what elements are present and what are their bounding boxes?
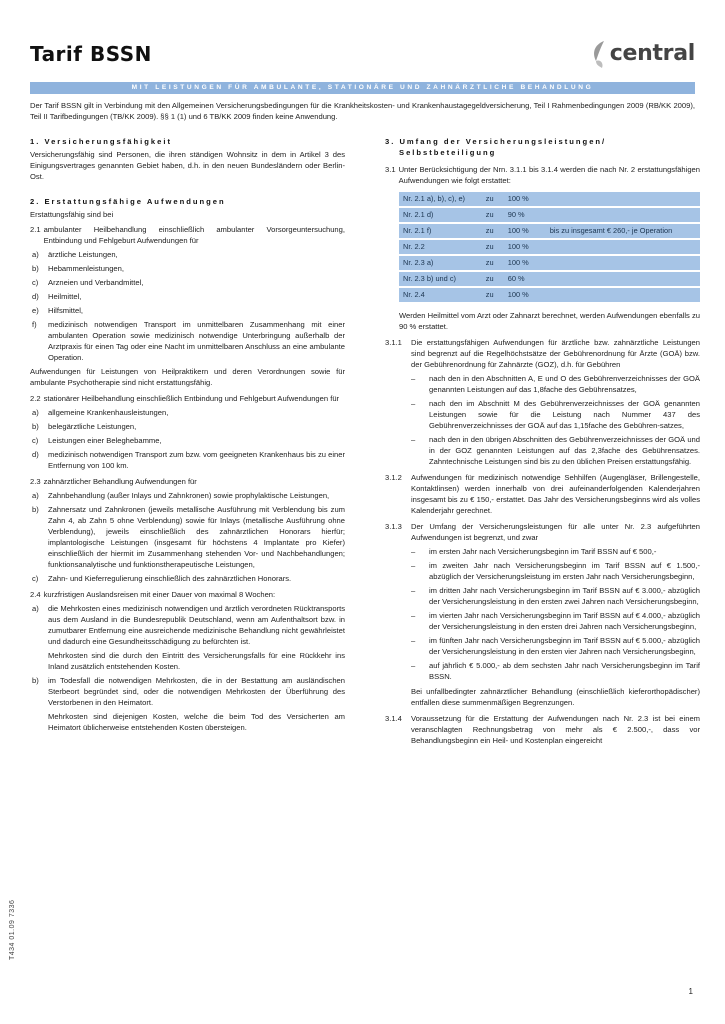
list-item: d) Heilmittel, (32, 292, 82, 301)
table-row (399, 208, 700, 222)
section-2-heading: 2. Erstattungsfähige Aufwendungen (30, 197, 226, 206)
table-cell-item: Nr. 2.3 a) (399, 256, 482, 270)
page-number: 1 (688, 987, 693, 996)
table-cell-pct: 100 % (504, 224, 546, 238)
section-1-text: Versicherungsfähig sind Personen, die ihren ständigen Wohnsitz in dem in Artikel 3 des Einigungsvertrages genannten Gebiet haben, d.h. in den neuen Bundesländern oder Berlin-Ost. (30, 150, 345, 181)
section-2-lead: Erstattungsfähig sind bei (30, 210, 114, 219)
clause-number: 3.1 (385, 165, 396, 174)
clause-3-1-1 (385, 337, 700, 370)
table-cell-item: Nr. 2.3 b) und c) (399, 272, 482, 286)
table-cell-pct: 90 % (504, 208, 546, 222)
clause-2-4 (30, 589, 345, 600)
clause-text: zahnärztlicher Behandlung Aufwendungen für (43, 477, 197, 486)
document-code: T434 01.09 7336 (9, 899, 16, 960)
table-row (399, 272, 700, 286)
table-row (399, 256, 700, 270)
section-1-heading: 1. Versicherungsfähigkeit (30, 137, 173, 146)
table-cell-item: Nr. 2.4 (399, 288, 482, 302)
table-row (399, 240, 700, 254)
list-item: – im fünften Jahr nach Versicherungsbeginn im Tarif BSSN auf € 5.000,- abzüglich der Versicherungsleistung in den ersten vier Jahren nach Versicherungsbeginn, (411, 636, 700, 656)
clause-text: Voraussetzung für die Erstattung der Aufwendungen nach Nr. 2.3 ist bei einem veranschlagten Rechnungsbetrag von mehr als € 2.500,-, dass vor Behandlungsbeginn ein Heil- und Kostenplan eingereicht (411, 714, 700, 745)
clause-number: 3.1.1 (385, 338, 402, 347)
list-item: d) medizinisch notwendigen Transport zum bzw. vom geeigneten Krankenhaus bis zu einer Entfernung von 100 km. (32, 450, 345, 470)
intro-paragraph: Der Tarif BSSN gilt in Verbindung mit den Allgemeinen Versicherungsbedingungen für die Krankheitskosten- und Krankenhaustagegeldversicherung, Teil I Rahmenbedingungen 2009 (RB/KK 2009), Teil II Tarifbedingungen (TB/KK 2009). §§ 1 (1) und 6 TB/KK 2009 finden keine Anwendung. (30, 101, 695, 121)
list-item: a) Zahnbehandlung (außer Inlays und Zahnkronen) sowie prophylaktische Leistungen, (32, 491, 330, 500)
table-cell-item: Nr. 2.1 a), b), c), e) (399, 192, 482, 206)
clause-text: Die erstattungsfähigen Aufwendungen für ärztliche bzw. zahnärztliche Leistungen sind begrenzt auf die Regelhöchstsätze der Gebührenordnung für Ärzte (GOÄ) bzw. der Gebührenordnung für Zahnärzte (GOZ), d.h. für Gebühren (411, 338, 700, 369)
table-cell-item: Nr. 2.1 f) (399, 224, 482, 238)
list-item: – im zweiten Jahr nach Versicherungsbeginn im Tarif BSSN auf € 1.500,- abzüglich der Versicherungsleistung im ersten Jahr nach Versicherungsbeginn, (411, 561, 700, 581)
clause-2-3 (30, 476, 345, 487)
list-item: – im dritten Jahr nach Versicherungsbeginn im Tarif BSSN auf € 3.000,- abzüglich der Versicherungsleistung in den ersten zwei Jahren nach Versicherungsbeginn, (411, 586, 700, 606)
list-item: – im ersten Jahr nach Versicherungsbeginn im Tarif BSSN auf € 500,- (411, 547, 657, 556)
table-cell-extra (546, 288, 700, 302)
list-item: – nach den in den übrigen Abschnitten des Gebührenverzeichnisses der GOÄ und in der GOZ genannten Leistungen auf das 2,3fache des Gebührensatzes. Zahntechnische Leistungen sind bis zu den üblichen Preisen erstattungsfähig. (411, 435, 700, 466)
logo-leaf-icon (590, 39, 608, 69)
clause-text: kurzfristigen Auslandsreisen mit einer Dauer von maximal 8 Wochen: (43, 590, 276, 599)
clause-2-4-a-note: Mehrkosten sind die durch den Eintritt des Versicherungsfalls für eine Rückkehr ins Inland zusätzlich entstehenden Kosten. (48, 651, 345, 671)
clause-number: 2.2 (30, 394, 41, 403)
list-item: c) Leistungen einer Beleghebamme, (32, 436, 162, 445)
table-row (399, 224, 700, 238)
clause-3-1 (385, 164, 700, 186)
list-item: a) allgemeine Krankenhausleistungen, (32, 408, 169, 417)
table-cell-extra (546, 272, 700, 286)
list-item: e) Hilfsmittel, (32, 306, 84, 315)
clause-number: 2.4 (30, 590, 41, 599)
clause-number: 3.1.4 (385, 714, 402, 723)
clause-number: 3.1.3 (385, 522, 402, 531)
clause-3-1-2 (385, 472, 700, 516)
table-cell-zu: zu (482, 288, 504, 302)
logo-text: central (609, 41, 695, 66)
table-row (399, 288, 700, 302)
table-cell-extra (546, 256, 700, 270)
list-item: b) im Todesfall die notwendigen Mehrkosten, die in der Bestattung am ausländischen Sterbeort begründet sind, oder die notwendigen Mehrkosten der Überführung des Verstorbenen in den Heimatort. (32, 676, 345, 707)
rates-table (399, 190, 700, 304)
list-item: – nach den in den Abschnitten A, E und O des Gebührenverzeichnisses der GOÄ genannten Leistungen auf das 1,8fache des Gebührensatzes, (411, 374, 700, 394)
clause-text: stationärer Heilbehandlung einschließlich Entbindung und Fehlgeburt Aufwendungen für (43, 394, 340, 403)
table-cell-item: Nr. 2.2 (399, 240, 482, 254)
list-item: c) Zahn- und Kieferregulierung einschließlich des zahnärztlichen Honorars. (32, 574, 292, 583)
table-cell-zu: zu (482, 240, 504, 254)
clause-number: 3.1.2 (385, 473, 402, 482)
table-cell-zu: zu (482, 256, 504, 270)
table-cell-zu: zu (482, 192, 504, 206)
table-cell-zu: zu (482, 208, 504, 222)
list-item: a) ärztliche Leistungen, (32, 250, 118, 259)
table-cell-pct: 60 % (504, 272, 546, 286)
page-title: Tarif BSSN (30, 42, 152, 66)
table-row (399, 192, 700, 206)
clause-text: Unter Berücksichtigung der Nrn. 3.1.1 bis 3.1.4 werden die nach Nr. 2 erstattungsfähigen Aufwendungen wie folgt erstattet: (398, 165, 700, 185)
clause-number: 2.3 (30, 477, 41, 486)
list-item: c) Arzneien und Verbandmittel, (32, 278, 144, 287)
table-cell-extra (546, 192, 700, 206)
table-cell-zu: zu (482, 272, 504, 286)
list-item: f) medizinisch notwendigen Transport im unmittelbaren Zusammenhang mit einer ambulanten Operation sowie medizinisch notwendige Unterbringung außerhalb der Arztpraxis für einen Tag oder eine Nacht im unmittelbaren Anschluss an eine ambulante Operation. (32, 320, 345, 362)
banner: MIT LEISTUNGEN FÜR AMBULANTE, STATIONÄRE UND ZAHNÄRZTLICHE BEHANDLUNG (30, 82, 695, 94)
list-item: a) die Mehrkosten eines medizinisch notwendigen und ärztlich verordneten Rücktransports aus dem Ausland in die Bundesrepublik Deutschland, wenn am Aufenthaltsort bzw. in zumutbarer Entfernung eine ausreichende medizinische Behandlung nicht gewährleistet und dadurch eine Gesundheitsschädigung zu befürchten ist. (32, 604, 345, 646)
rates-note: Werden Heilmittel vom Arzt oder Zahnarzt berechnet, werden Aufwendungen ebenfalls zu 90 % erstattet. (399, 311, 700, 331)
clause-2-1 (30, 224, 345, 246)
table-cell-extra: bis zu insgesamt € 260,- je Operation (546, 224, 700, 238)
clause-text: ambulanter Heilbehandlung einschließlich ambulanter Vorsorgeuntersuchung, Entbindung und Fehlgeburt Aufwendungen für (43, 225, 345, 245)
table-cell-item: Nr. 2.1 d) (399, 208, 482, 222)
clause-2-4-b-note: Mehrkosten sind diejenigen Kosten, welche die beim Tod des Versicherten am Heimatort üblicherweise entstehenden Kosten übersteigen. (48, 712, 345, 732)
list-item: – auf jährlich € 5.000,- ab dem sechsten Jahr nach Versicherungsbeginn im Tarif BSSN. (411, 661, 700, 681)
clause-3-1-3 (385, 521, 700, 543)
section-3-heading: 3. Umfang der Versicherungsleistungen/ Selbstbeteiligung (385, 137, 607, 157)
right-column (385, 136, 700, 749)
table-cell-extra (546, 208, 700, 222)
table-cell-pct: 100 % (504, 192, 546, 206)
logo (590, 38, 695, 70)
table-cell-pct: 100 % (504, 256, 546, 270)
left-column (30, 136, 345, 736)
clause-2-1-note: Aufwendungen für Leistungen von Heilpraktikern und deren Verordnungen sowie für ambulante Psychotherapie sind nicht erstattungsfähig. (30, 367, 345, 387)
clause-number: 2.1 (30, 225, 41, 234)
list-item: – nach den im Abschnitt M des Gebührenverzeichnisses der GOÄ genannten Leistungen sowie für die Leistung nach Nummer 437 des Gebührenverzeichnisses der GOÄ auf das 1,15fache des Gebühren-satzes, (411, 399, 700, 430)
list-item: b) Hebammenleistungen, (32, 264, 124, 273)
clause-text: Aufwendungen für medizinisch notwendige Sehhilfen (Augengläser, Brillengestelle, Kontaktlinsen) werden innerhalb von drei aufeinanderfolgenden Kalenderjahren insgesamt bis zu € 150,- erstattet. Das Jahr des Versicherungsbeginns wird als volles Kalenderjahr gerechnet. (411, 473, 700, 515)
list-item: b) Zahnersatz und Zahnkronen (jeweils metallische Ausführung mit Verblendung bis zum Zahn 4, ab Zahn 5 ohne Verblendung) sowie für Inlays (metallische Ausführung ohne Verblendung), jeweils einschließlich des zahnärztlichen Honorars hierfür; implantologische Leistungen (insgesamt für höchstens 4 Implantate pro Kiefer) einschließlich der hiermit im Zusammenhang stehenden Vor- und Nachbehandlungen; funktionsanalytische und funktionstherapeutische Leistungen, (32, 505, 345, 569)
clause-3-1-4 (385, 713, 700, 746)
list-item: b) belegärztliche Leistungen, (32, 422, 137, 431)
clause-2-2 (30, 393, 345, 404)
table-cell-zu: zu (482, 224, 504, 238)
clause-3-1-3-note: Bei unfallbedingter zahnärztlicher Behandlung (einschließlich kieferorthopädischer) entfallen diese summenmäßigen Begrenzungen. (411, 687, 700, 707)
table-cell-extra (546, 240, 700, 254)
clause-text: Der Umfang der Versicherungsleistungen für alle unter Nr. 2.3 aufgeführten Aufwendungen ist begrenzt, und zwar (411, 522, 700, 542)
table-cell-pct: 100 % (504, 288, 546, 302)
table-cell-pct: 100 % (504, 240, 546, 254)
list-item: – im vierten Jahr nach Versicherungsbeginn im Tarif BSSN auf € 4.000,- abzüglich der Versicherungsleistung in den ersten drei Jahren nach Versicherungsbeginn, (411, 611, 700, 631)
